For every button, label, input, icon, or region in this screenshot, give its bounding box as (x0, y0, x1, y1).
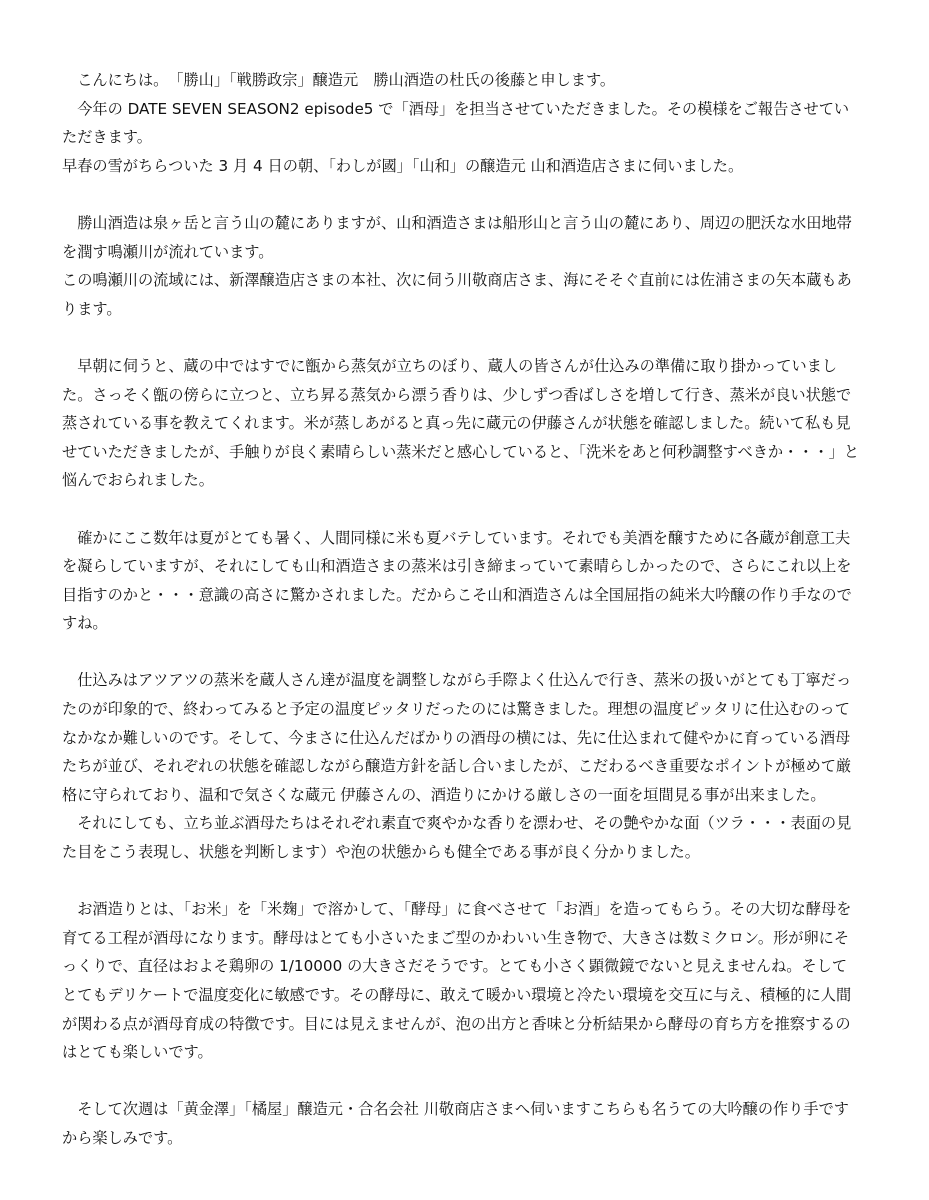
paragraph: 確かにここ数年は夏がとても暑く、人間同様に米も夏バテしています。それでも美酒を醸すために各蔵が創意工夫を凝らしていますが、それにしても山和酒造さまの蒸米は引き締まっていて素晴らしかったので、さらにこれ以上を目指すのかと・・・意識の高さに驚かされました。だからこそ山和酒造さんは全国屈指の純米大吟醸の作り手なのですね。 (62, 528, 852, 633)
blank-line (62, 323, 862, 352)
paragraph: 勝山酒造は泉ヶ岳と言う山の麓にありますが、山和酒造さまは船形山と言う山の麓にあり、周辺の肥沃な水田地帯を潤す鳴瀬川が流れています。 (62, 213, 852, 261)
blank-line (62, 495, 862, 524)
blank-line (62, 638, 862, 667)
paragraph: 仕込みはアツアツの蒸米を蔵人さん達が温度を調整しながら手際よく仕込んで行き、蒸米の扱いがとても丁寧だったのが印象的で、終わってみると予定の温度ピッタリだったのには驚きました。理想の温度ピッタリに仕込むのってなかなか難しいのです。そして、今まさに仕込んだばかりの酒母の横には、先に仕込まれて健やかに育っている酒母たちが並び、それぞれの状態を確認しながら醸造方針を話し合いましたが、こだわるべき重要なポイントが極めて厳格に守られており、温和で気さくな蔵元 伊藤さんの、酒造りにかける厳しさの一面を垣間見る事が出来ました。 (62, 671, 852, 804)
paragraph: 早朝に伺うと、蔵の中ではすでに甑から蒸気が立ちのぼり、蔵人の皆さんが仕込みの準備に取り掛かっていました。さっそく甑の傍らに立つと、立ち昇る蒸気から漂う香りは、少しずつ香ばしさを増して行き、蒸米が良い状態で蒸されている事を教えてくれます。米が蒸しあがると真っ先に蔵元の伊藤さんが状態を確認しました。続いて私も見せていただきましたが、手触りが良く素晴らしい蒸米だと感心していると、「洗米をあと何秒調整すべきか・・・」と悩んでおられました。 (62, 356, 860, 490)
paragraph: それにしても、立ち並ぶ酒母たちはそれぞれ素直で爽やかな香りを漂わせ、その艶やかな面（ツラ・・・表面の見た目をこう表現し、状態を判断します）や泡の状態からも健全である事が良く分かりました。 (62, 814, 852, 862)
paragraph: この鳴瀬川の流域には、新澤醸造店さまの本社、次に伺う川敬商店さま、海にそそぐ直前には佐浦さまの矢本蔵もあります。 (62, 271, 852, 318)
paragraph: こんにちは。 「勝山」「戦勝政宗」醸造元 勝山酒造の杜氏の後藤と申します。 (62, 71, 616, 89)
blank-line (62, 1067, 862, 1096)
document-body (62, 66, 862, 1153)
blank-line (62, 180, 862, 209)
paragraph: そして次週は「黄金澤」「橘屋」醸造元・合名会社 川敬商店さまへ伺いますこちらも名うての大吟醸の作り手ですから楽しみです。 (62, 1100, 849, 1147)
paragraph: 早春の雪がちらついた 3 月 4 日の朝、「わしが國」「山和」の醸造元 山和酒造店さまに伺いました。 (62, 156, 744, 175)
paragraph: 今年の DATE SEVEN SEASON2 episode5 で「酒母」を担当させていただきました。その模様をご報告させていただきます。 (62, 99, 850, 147)
paragraph: お酒造りとは、「お米」を「米麹」で溶かして、「酵母」に食べさせて「お酒」を造ってもらう。その大切な酵母を育てる工程が酒母になります。酵母はとても小さいたまご型のかわいい生き物で、大きさは数ミクロン。形が卵にそっくりで、直径はおよそ鶏卵の 1/10000 の大きさだそうです。とても小さく顕微鏡でないと見えませんね。そしてとてもデリケートで温度変化に敏感です。その酵母に、敢えて暖かい環境と冷たい環境を交互に与え、積極的に人間が関わる点が酒母育成の特徴です。目には見えませんが、泡の出方と香味と分析結果から酵母の育ち方を推察するのはとても楽しいです。 (62, 900, 852, 1062)
blank-line (62, 867, 862, 896)
